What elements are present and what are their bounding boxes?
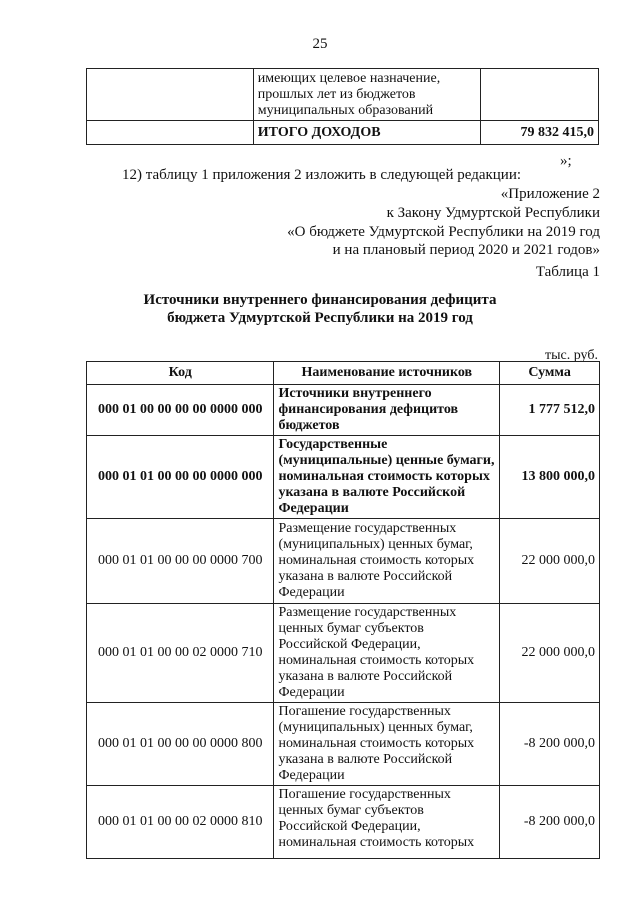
table-row [87, 121, 599, 145]
units-label: тыс. руб. [545, 348, 598, 363]
code-cell [87, 121, 254, 145]
table-label: Таблица 1 [535, 264, 600, 280]
table-row [87, 786, 600, 859]
name-cell: Размещение государственных (муниципальных) ценных бумаг, номинальная стоимость которых указана в валюте Российской Федерации [274, 519, 500, 604]
amendment-item-text: 12) таблицу 1 приложения 2 изложить в следующей редакции: [122, 167, 522, 183]
name-cell: Источники внутреннего финансирования дефицитов бюджетов [274, 385, 500, 436]
code-cell: 000 01 01 00 00 00 0000 700 [87, 519, 274, 604]
financing-sources-table [86, 361, 600, 859]
header-name: Наименование источников [274, 362, 500, 385]
table-header-row [87, 362, 600, 385]
name-cell: Государственные (муниципальные) ценные бумаги, номинальная стоимость которых указана в валюте Российской Федерации [274, 436, 500, 519]
table-row [87, 385, 600, 436]
sum-cell: 13 800 000,0 [500, 436, 600, 519]
document-title-line-1: Источники внутреннего финансирования дефицита [143, 292, 497, 308]
name-cell: имеющих целевое назначение, прошлых лет из бюджетов муниципальных образований [253, 69, 480, 121]
document-title-line-2: бюджета Удмуртской Республики на 2019 год [167, 310, 473, 326]
table-row [87, 69, 599, 121]
code-cell: 000 01 01 00 00 02 0000 710 [87, 604, 274, 703]
table-row [87, 604, 600, 703]
page-number: 25 [312, 36, 328, 52]
code-cell: 000 01 00 00 00 00 0000 000 [87, 385, 274, 436]
sum-cell: 22 000 000,0 [500, 604, 600, 703]
code-cell: 000 01 01 00 00 00 0000 800 [87, 703, 274, 786]
sum-cell: 1 777 512,0 [500, 385, 600, 436]
sum-cell: -8 200 000,0 [500, 786, 600, 859]
appendix-line-3: «О бюджете Удмуртской Республики на 2019 год [287, 224, 600, 240]
code-cell: 000 01 01 00 00 02 0000 810 [87, 786, 274, 859]
quote-end: »; [560, 153, 572, 169]
table-row [87, 519, 600, 604]
name-cell: Размещение государственных ценных бумаг субъектов Российской Федерации, номинальная стоимость которых указана в валюте Российской Федерации [274, 604, 500, 703]
name-cell: Погашение государственных (муниципальных) ценных бумаг, номинальная стоимость которых указана в валюте Российской Федерации [274, 703, 500, 786]
code-cell [87, 69, 254, 121]
appendix-line-4: и на плановый период 2020 и 2021 годов» [332, 242, 600, 258]
income-table-continuation [86, 68, 599, 145]
total-income-value: 79 832 415,0 [481, 121, 599, 145]
table-row [87, 436, 600, 519]
sum-cell: -8 200 000,0 [500, 703, 600, 786]
appendix-line-1: «Приложение 2 [500, 186, 600, 202]
name-cell: Погашение государственных ценных бумаг субъектов Российской Федерации, номинальная стоимость которых [274, 786, 500, 859]
header-code: Код [87, 362, 274, 385]
table-row [87, 703, 600, 786]
sum-cell [481, 69, 599, 121]
sum-cell: 22 000 000,0 [500, 519, 600, 604]
code-cell: 000 01 01 00 00 00 0000 000 [87, 436, 274, 519]
header-sum: Сумма [500, 362, 600, 385]
total-income-label: ИТОГО ДОХОДОВ [253, 121, 480, 145]
appendix-line-2: к Закону Удмуртской Республики [386, 205, 600, 221]
